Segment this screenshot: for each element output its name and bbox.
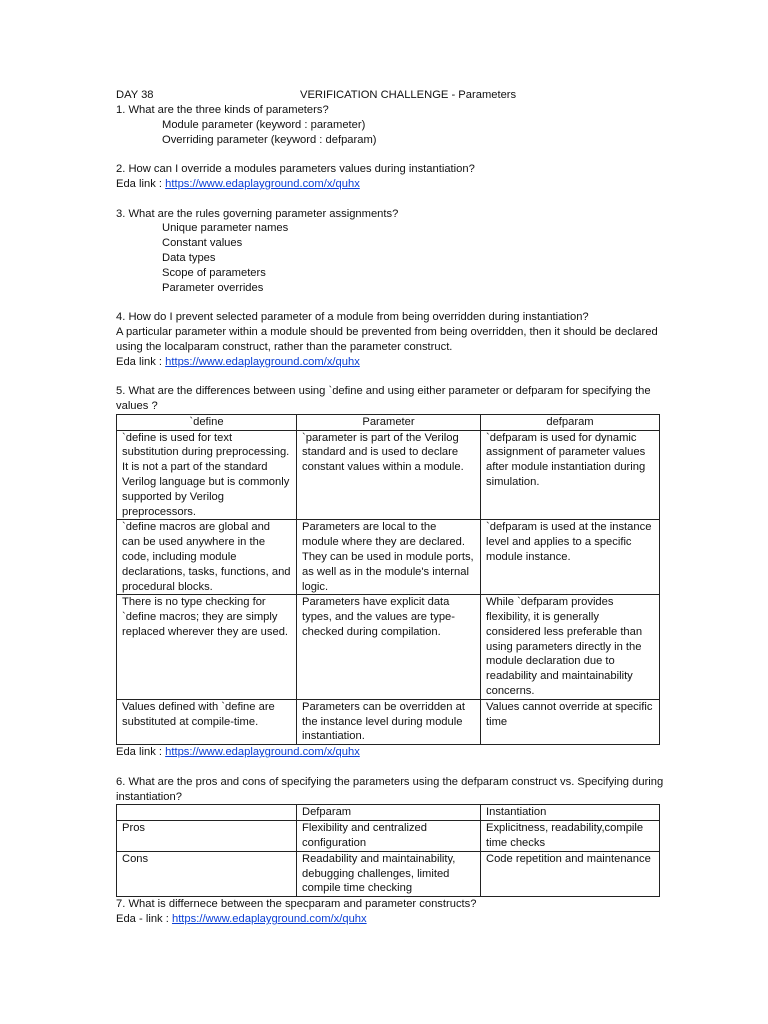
answer-3-item: Scope of parameters bbox=[162, 266, 266, 279]
table-cell: Values cannot override at specific time bbox=[481, 699, 660, 744]
table-cell: Readability and maintainability, debugging challenges, limited compile time checking bbox=[297, 851, 481, 896]
table-cell: Flexibility and centralized configuration bbox=[297, 821, 481, 852]
question-3: 3. What are the rules governing parameter assignments? bbox=[116, 207, 399, 220]
table-cell: `parameter is part of the Verilog standard and is used to declare constant values within a module. bbox=[297, 430, 481, 520]
table-row bbox=[117, 595, 660, 700]
column-header: Defparam bbox=[297, 805, 481, 821]
eda-link[interactable]: https://www.edaplayground.com/x/quhx bbox=[165, 355, 360, 368]
table-cell: `defparam is used for dynamic assignment of parameter values after module instantiation during simulation. bbox=[481, 430, 660, 520]
table-cell: Parameters can be overridden at the instance level during module instantiation. bbox=[297, 699, 481, 744]
define-parameter-defparam-table bbox=[116, 414, 660, 746]
question-7: 7. What is differnece between the specparam and parameter constructs? bbox=[116, 898, 477, 911]
question-5: 5. What are the differences between using `define and using either parameter or defparam for specifying the values ? bbox=[116, 385, 651, 412]
answer-3-item: Parameter overrides bbox=[162, 281, 264, 294]
answer-1-item: Overriding parameter (keyword : defparam) bbox=[162, 133, 377, 146]
eda-link-label: Eda - link : bbox=[116, 913, 172, 926]
eda-link[interactable]: https://www.edaplayground.com/x/quhx bbox=[171, 913, 367, 926]
table-cell: Values defined with `define are substituted at compile-time. bbox=[117, 699, 297, 744]
eda-link[interactable]: https://www.edaplayground.com/x/quhx bbox=[165, 746, 360, 759]
table-cell: `defparam is used at the instance level and applies to a specific module instance. bbox=[481, 520, 660, 595]
document-title: VERIFICATION CHALLENGE - Parameters bbox=[300, 89, 517, 101]
table-cell: `define macros are global and can be used anywhere in the code, including module declarations, tasks, functions, and procedural blocks. bbox=[117, 520, 297, 595]
table-cell: While `defparam provides flexibility, it is generally considered less preferable than using parameters directly in the module declaration due to readability and maintainability concerns. bbox=[481, 595, 660, 700]
eda-link-line bbox=[116, 745, 668, 760]
day-label: DAY 38 bbox=[116, 89, 154, 101]
answer-3-item: Unique parameter names bbox=[162, 222, 289, 235]
question-1: 1. What are the three kinds of parameters? bbox=[116, 104, 329, 116]
defparam-vs-instantiation-table bbox=[116, 804, 660, 897]
table-row bbox=[117, 821, 660, 852]
table-row bbox=[117, 699, 660, 744]
document-header bbox=[116, 88, 668, 103]
table-cell: Parameters are local to the module where they are declared. They can be used in module ports, as well as in the module's internal logic. bbox=[297, 520, 481, 595]
eda-link-label: Eda link : bbox=[116, 355, 166, 368]
table-row bbox=[117, 520, 660, 595]
table-cell: Parameters have explicit data types, and the values are type-checked during compilation. bbox=[297, 595, 481, 700]
column-header: Parameter bbox=[297, 414, 481, 430]
table-cell: Pros bbox=[117, 821, 297, 852]
column-header: defparam bbox=[481, 414, 660, 430]
eda-link-line bbox=[116, 355, 668, 370]
column-header: Instantiation bbox=[481, 805, 660, 821]
answer-3-item: Constant values bbox=[162, 237, 243, 250]
eda-link[interactable]: https://www.edaplayground.com/x/quhx bbox=[165, 177, 360, 190]
table-cell: Explicitness, readability,compile time checks bbox=[481, 821, 660, 852]
answer-1-item: Module parameter (keyword : parameter) bbox=[162, 118, 366, 131]
answer-3-item: Data types bbox=[162, 251, 216, 264]
eda-link-line bbox=[116, 912, 668, 927]
table-header-row bbox=[117, 414, 660, 430]
eda-link-label: Eda link : bbox=[116, 177, 166, 190]
table-cell: Code repetition and maintenance bbox=[481, 851, 660, 896]
question-4: 4. How do I prevent selected parameter of a module from being overridden during instantiation? bbox=[116, 311, 589, 324]
question-6: 6. What are the pros and cons of specifying the parameters using the defparam construct vs. Specifying during instantiation? bbox=[116, 775, 664, 803]
table-cell: There is no type checking for `define macros; they are simply replaced wherever they are used. bbox=[117, 595, 297, 700]
table-cell: `define is used for text substitution during preprocessing. It is not a part of the standard Verilog language but is commonly supported by Verilog preprocessors. bbox=[117, 430, 297, 520]
column-header: `define bbox=[117, 414, 297, 430]
answer-4: A particular parameter within a module should be prevented from being overridden, then it should be declared using the localparam construct, rather than the parameter construct. bbox=[116, 325, 658, 353]
table-row bbox=[117, 430, 660, 520]
column-header bbox=[117, 805, 297, 821]
eda-link-label: Eda link : bbox=[116, 746, 166, 759]
table-row bbox=[117, 851, 660, 896]
question-2: 2. How can I override a modules parameters values during instantiation? bbox=[116, 163, 475, 176]
eda-link-line bbox=[116, 177, 668, 192]
table-header-row bbox=[117, 805, 660, 821]
table-cell: Cons bbox=[117, 851, 297, 896]
